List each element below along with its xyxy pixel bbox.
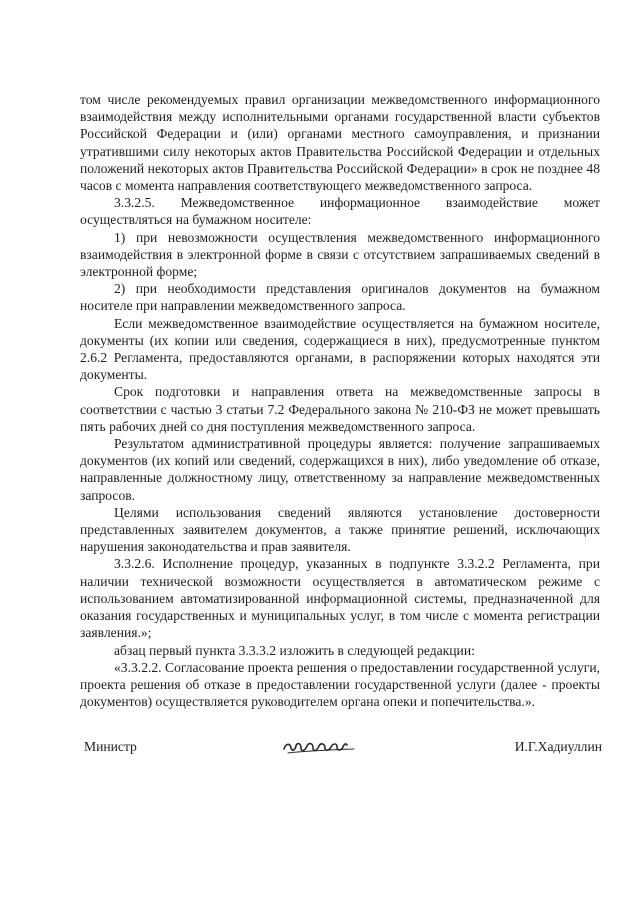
- paragraph: 1) при невозможности осуществления межведомственного информационного взаимодействия в электронной форме в связи с отсутствием запрашиваемых сведений в электронной форме;: [80, 229, 600, 280]
- paragraph: 3.3.2.5. Межведомственное информационное взаимодействие может осуществляться на бумажном носителе:: [80, 195, 600, 228]
- paragraph: Результатом административной процедуры является: получение запрашиваемых документов (их копий или сведений, содержащихся в них), либо уведомление об отказе, направленные должностному лицу, ответственному за направление межведомственных запросов.: [80, 436, 600, 503]
- paragraph: «3.3.2.2. Согласование проекта решения о предоставлении государственной услуги, проекта решения об отказе в предоставлении государственной услуги (далее - проекты документов) осуществляется руководителем органа опеки и попечительства.».: [80, 659, 600, 710]
- paragraph: том числе рекомендуемых правил организации межведомственного информационного взаимодействия между исполнительными органами государственной власти субъектов Российской Федерации и (или) органами местного самоуправления, и признании утратившими силу некоторых актов Правительства Российской Федерации и отдельных положений некоторых актов Правительства Российской Федерации» в срок не позднее 48 часов с момента направления соответствующего межведомственного запроса.: [80, 92, 600, 194]
- paragraph: Если межведомственное взаимодействие осуществляется на бумажном носителе, документы (их копии или сведения, содержащиеся в них), предусмотренные пунктом 2.6.2 Регламента, предоставляются органами, в распоряжении которых находятся эти документы.: [80, 315, 600, 383]
- signatory-name: И.Г.Хадиуллин: [514, 739, 602, 754]
- paragraph: Целями использования сведений являются установление достоверности представленных заявителем документов, а также принятие решений, исключающих нарушения законодательства и прав заявителя.: [80, 504, 600, 555]
- handwritten-signature: [280, 736, 362, 756]
- paragraph: абзац первый пункта 3.3.3.2 изложить в следующей редакции:: [114, 642, 475, 658]
- paragraph: Срок подготовки и направления ответа на межведомственные запросы в соответствии с частью 3 статьи 7.2 Федерального закона № 210-ФЗ не может превышать пять рабочих дней со дня поступления межведомственного запроса.: [80, 384, 600, 434]
- document-body: [80, 91, 600, 710]
- paragraph: 2) при необходимости представления оригиналов документов на бумажном носителе при направлении межведомственного запроса.: [80, 281, 600, 314]
- signatory-title: Министр: [84, 739, 137, 754]
- signature-block: [84, 736, 602, 760]
- paragraph: 3.3.2.6. Исполнение процедур, указанных в подпункте 3.3.2.2 Регламента, при наличии технической возможности осуществляется в автоматическом режиме с использованием автоматизированной информационной системы, предназначенной для оказания государственных и муниципальных услуг, в том числе с момента регистрации заявления.»;: [80, 556, 600, 641]
